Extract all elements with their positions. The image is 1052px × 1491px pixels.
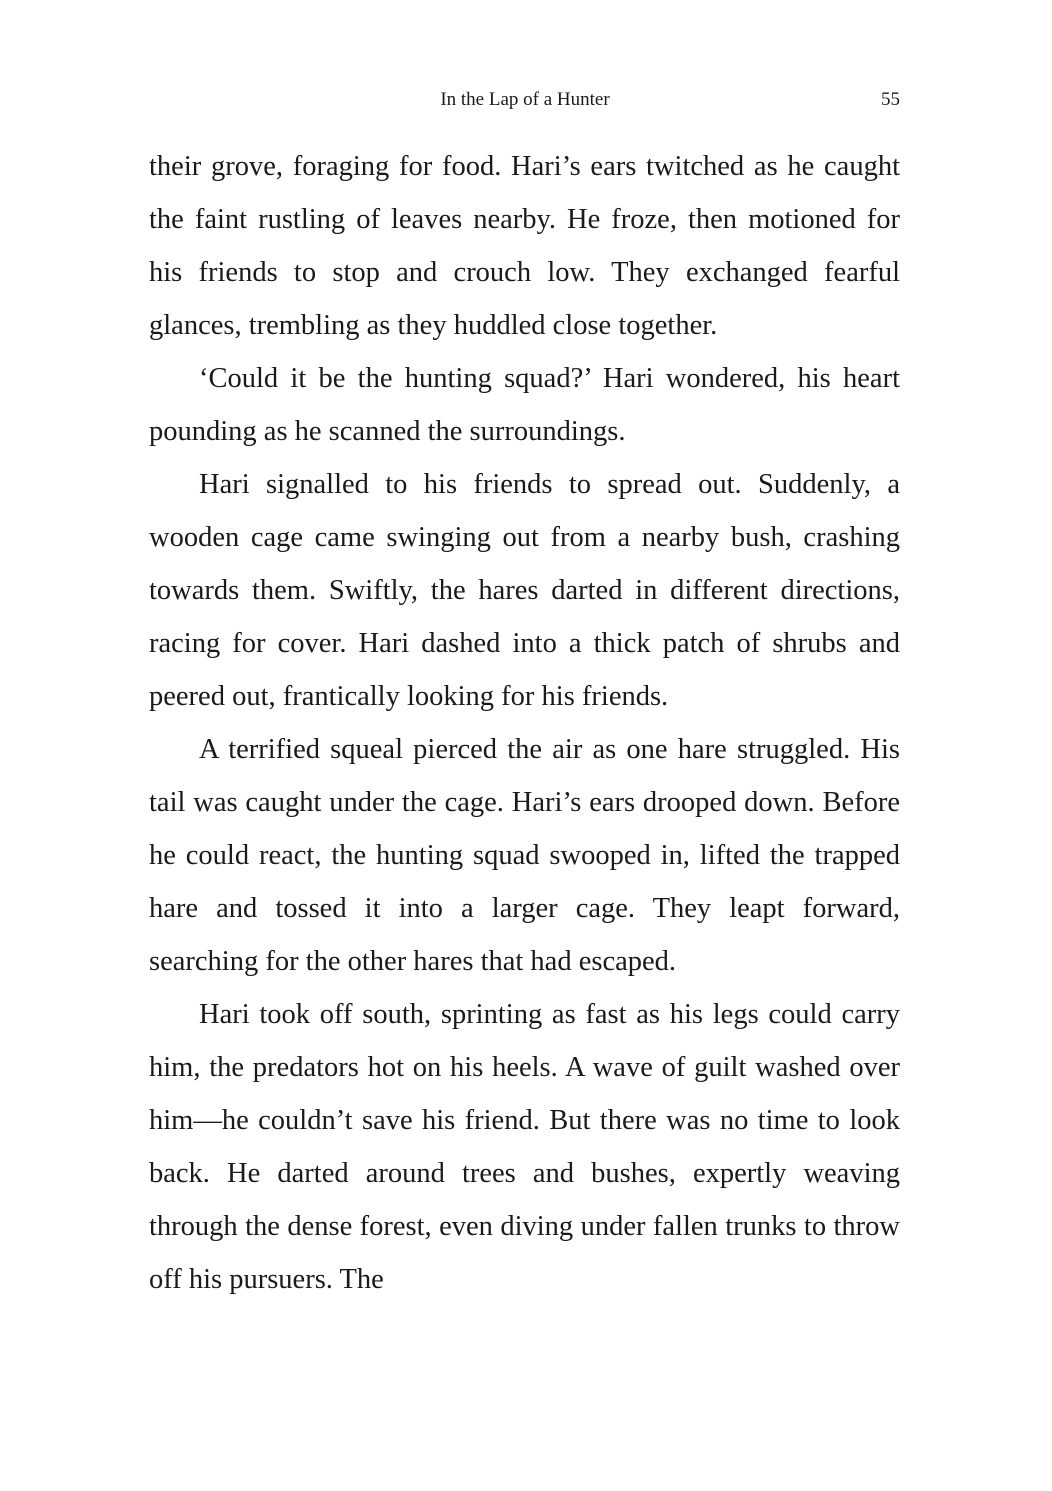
paragraph: Hari took off south, sprinting as fast as his legs could carry him, the predators hot on his heels. A wave of guilt washed over him—he couldn’t save his friend. But there was no time to look back. He darted around trees and bushes, expertly weaving through the dense forest, even diving under fallen trunks to throw off his pursuers. The	[149, 999, 900, 1295]
running-title: In the Lap of a Hunter	[440, 89, 610, 110]
running-head	[150, 86, 900, 114]
body-text	[149, 140, 900, 1306]
paragraph: A terrified squeal pierced the air as one hare struggled. His tail was caught under the cage. Hari’s ears drooped down. Before he could react, the hunting squad swooped in, lifted the trapped hare and tossed it into a larger cage. They leapt forward, searching for the other hares that had escaped.	[149, 734, 900, 977]
page-number: 55	[881, 89, 900, 110]
paragraph: Hari signalled to his friends to spread out. Suddenly, a wooden cage came swinging out from a nearby bush, crashing towards them. Swiftly, the hares darted in different directions, racing for cover. Hari dashed into a thick patch of shrubs and peered out, frantically looking for his friends.	[149, 469, 900, 712]
paragraph-continued: their grove, foraging for food. Hari’s ears twitched as he caught the faint rustling of leaves nearby. He froze, then motioned for his friends to stop and crouch low. They exchanged fearful glances, trembling as they huddled close together.	[149, 151, 900, 341]
paragraph: ‘Could it be the hunting squad?’ Hari wondered, his heart pounding as he scanned the surroundings.	[149, 363, 900, 447]
